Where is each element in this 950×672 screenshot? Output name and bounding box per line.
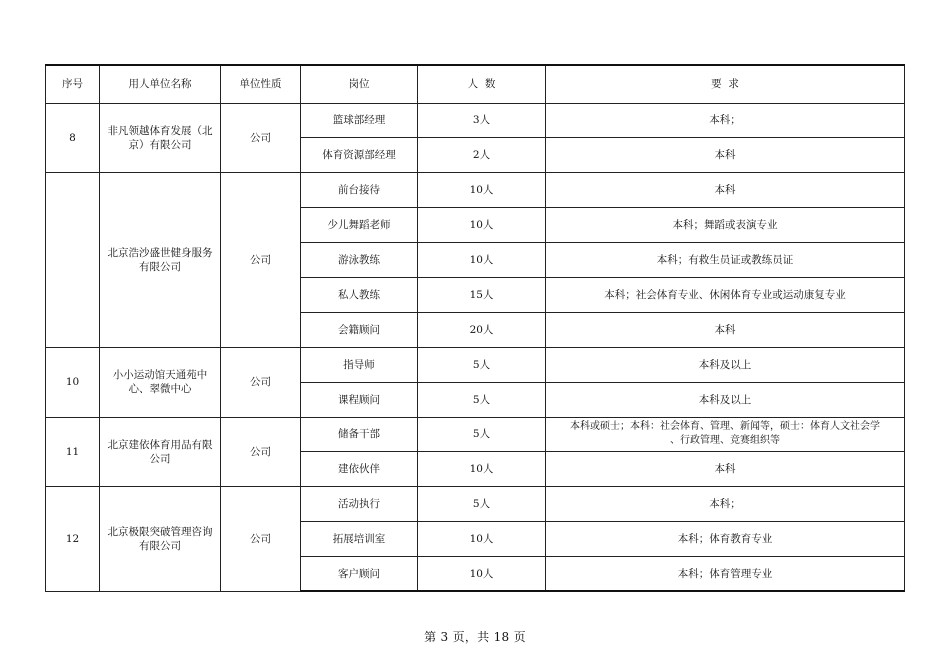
count-cell: 2人 bbox=[418, 138, 546, 173]
requirements-cell: 本科；体育管理专业 bbox=[546, 557, 905, 592]
employer-cell: 非凡领越体育发展（北京）有限公司 bbox=[100, 103, 221, 173]
position-cell: 会籍顾问 bbox=[301, 312, 418, 347]
position-cell: 拓展培训室 bbox=[301, 522, 418, 557]
header-requirements: 要 求 bbox=[546, 65, 905, 103]
requirements-cell: 本科 bbox=[546, 452, 905, 487]
requirements-cell: 本科；舞蹈或表演专业 bbox=[546, 208, 905, 243]
position-cell: 体育资源部经理 bbox=[301, 138, 418, 173]
position-cell: 客户顾问 bbox=[301, 557, 418, 592]
position-cell: 少儿舞蹈老师 bbox=[301, 208, 418, 243]
count-cell: 10人 bbox=[418, 522, 546, 557]
position-cell: 建依伙伴 bbox=[301, 452, 418, 487]
seq-cell: 12 bbox=[46, 487, 100, 592]
requirements-cell: 本科 bbox=[546, 312, 905, 347]
requirements-cell: 本科 bbox=[546, 173, 905, 208]
requirements-cell: 本科； bbox=[546, 487, 905, 522]
nature-cell: 公司 bbox=[221, 103, 301, 173]
position-cell: 活动执行 bbox=[301, 487, 418, 522]
table-row bbox=[46, 417, 905, 452]
header-nature: 单位性质 bbox=[221, 65, 301, 103]
page-footer: 第 3 页，共 18 页 bbox=[424, 630, 526, 644]
count-cell: 5人 bbox=[418, 347, 546, 382]
header-position: 岗位 bbox=[301, 65, 418, 103]
requirements-cell: 本科；有救生员证或教练员证 bbox=[546, 243, 905, 278]
requirements-cell: 本科；社会体育专业、休闲体育专业或运动康复专业 bbox=[546, 277, 905, 312]
count-cell: 5人 bbox=[418, 417, 546, 452]
count-cell: 3人 bbox=[418, 103, 546, 138]
count-cell: 10人 bbox=[418, 452, 546, 487]
employer-cell: 北京建依体育用品有限公司 bbox=[100, 417, 221, 487]
employer-cell: 北京浩沙盛世健身服务有限公司 bbox=[100, 173, 221, 347]
table-row bbox=[46, 173, 905, 208]
requirements-cell bbox=[546, 417, 905, 452]
seq-cell: 10 bbox=[46, 347, 100, 417]
employer-cell: 北京极限突破管理咨询有限公司 bbox=[100, 487, 221, 592]
position-cell: 游泳教练 bbox=[301, 243, 418, 278]
position-cell: 课程顾问 bbox=[301, 382, 418, 417]
count-cell: 10人 bbox=[418, 243, 546, 278]
requirements-cell: 本科 bbox=[546, 138, 905, 173]
table-row bbox=[46, 487, 905, 522]
requirements-cell: 本科及以上 bbox=[546, 347, 905, 382]
position-cell: 前台接待 bbox=[301, 173, 418, 208]
requirements-cell: 本科；体育教育专业 bbox=[546, 522, 905, 557]
recruitment-table bbox=[45, 64, 905, 592]
count-cell: 10人 bbox=[418, 173, 546, 208]
header-seq: 序号 bbox=[46, 65, 100, 103]
count-cell: 5人 bbox=[418, 382, 546, 417]
count-cell: 5人 bbox=[418, 487, 546, 522]
requirements-line-1: 本科或硕士；本科：社会体育、管理、新闻等，硕士：体育人文社会学 bbox=[570, 421, 880, 433]
nature-cell: 公司 bbox=[221, 173, 301, 347]
position-cell: 私人教练 bbox=[301, 277, 418, 312]
employer-cell: 小小运动馆天通苑中心、翠微中心 bbox=[100, 347, 221, 417]
requirements-line-2: 、行政管理、竞赛组织等 bbox=[670, 435, 780, 447]
position-cell: 储备干部 bbox=[301, 417, 418, 452]
position-cell: 指导师 bbox=[301, 347, 418, 382]
table-row bbox=[46, 103, 905, 138]
count-cell: 10人 bbox=[418, 557, 546, 592]
table-row bbox=[46, 347, 905, 382]
count-cell: 10人 bbox=[418, 208, 546, 243]
seq-cell bbox=[46, 173, 100, 347]
requirements-cell: 本科； bbox=[546, 103, 905, 138]
requirements-cell: 本科及以上 bbox=[546, 382, 905, 417]
seq-cell: 11 bbox=[46, 417, 100, 487]
table-header-row bbox=[46, 65, 905, 103]
seq-cell: 8 bbox=[46, 103, 100, 173]
nature-cell: 公司 bbox=[221, 417, 301, 487]
count-cell: 15人 bbox=[418, 277, 546, 312]
header-count: 人 数 bbox=[418, 65, 546, 103]
header-employer: 用人单位名称 bbox=[100, 65, 221, 103]
count-cell: 20人 bbox=[418, 312, 546, 347]
position-cell: 篮球部经理 bbox=[301, 103, 418, 138]
nature-cell: 公司 bbox=[221, 347, 301, 417]
nature-cell: 公司 bbox=[221, 487, 301, 592]
